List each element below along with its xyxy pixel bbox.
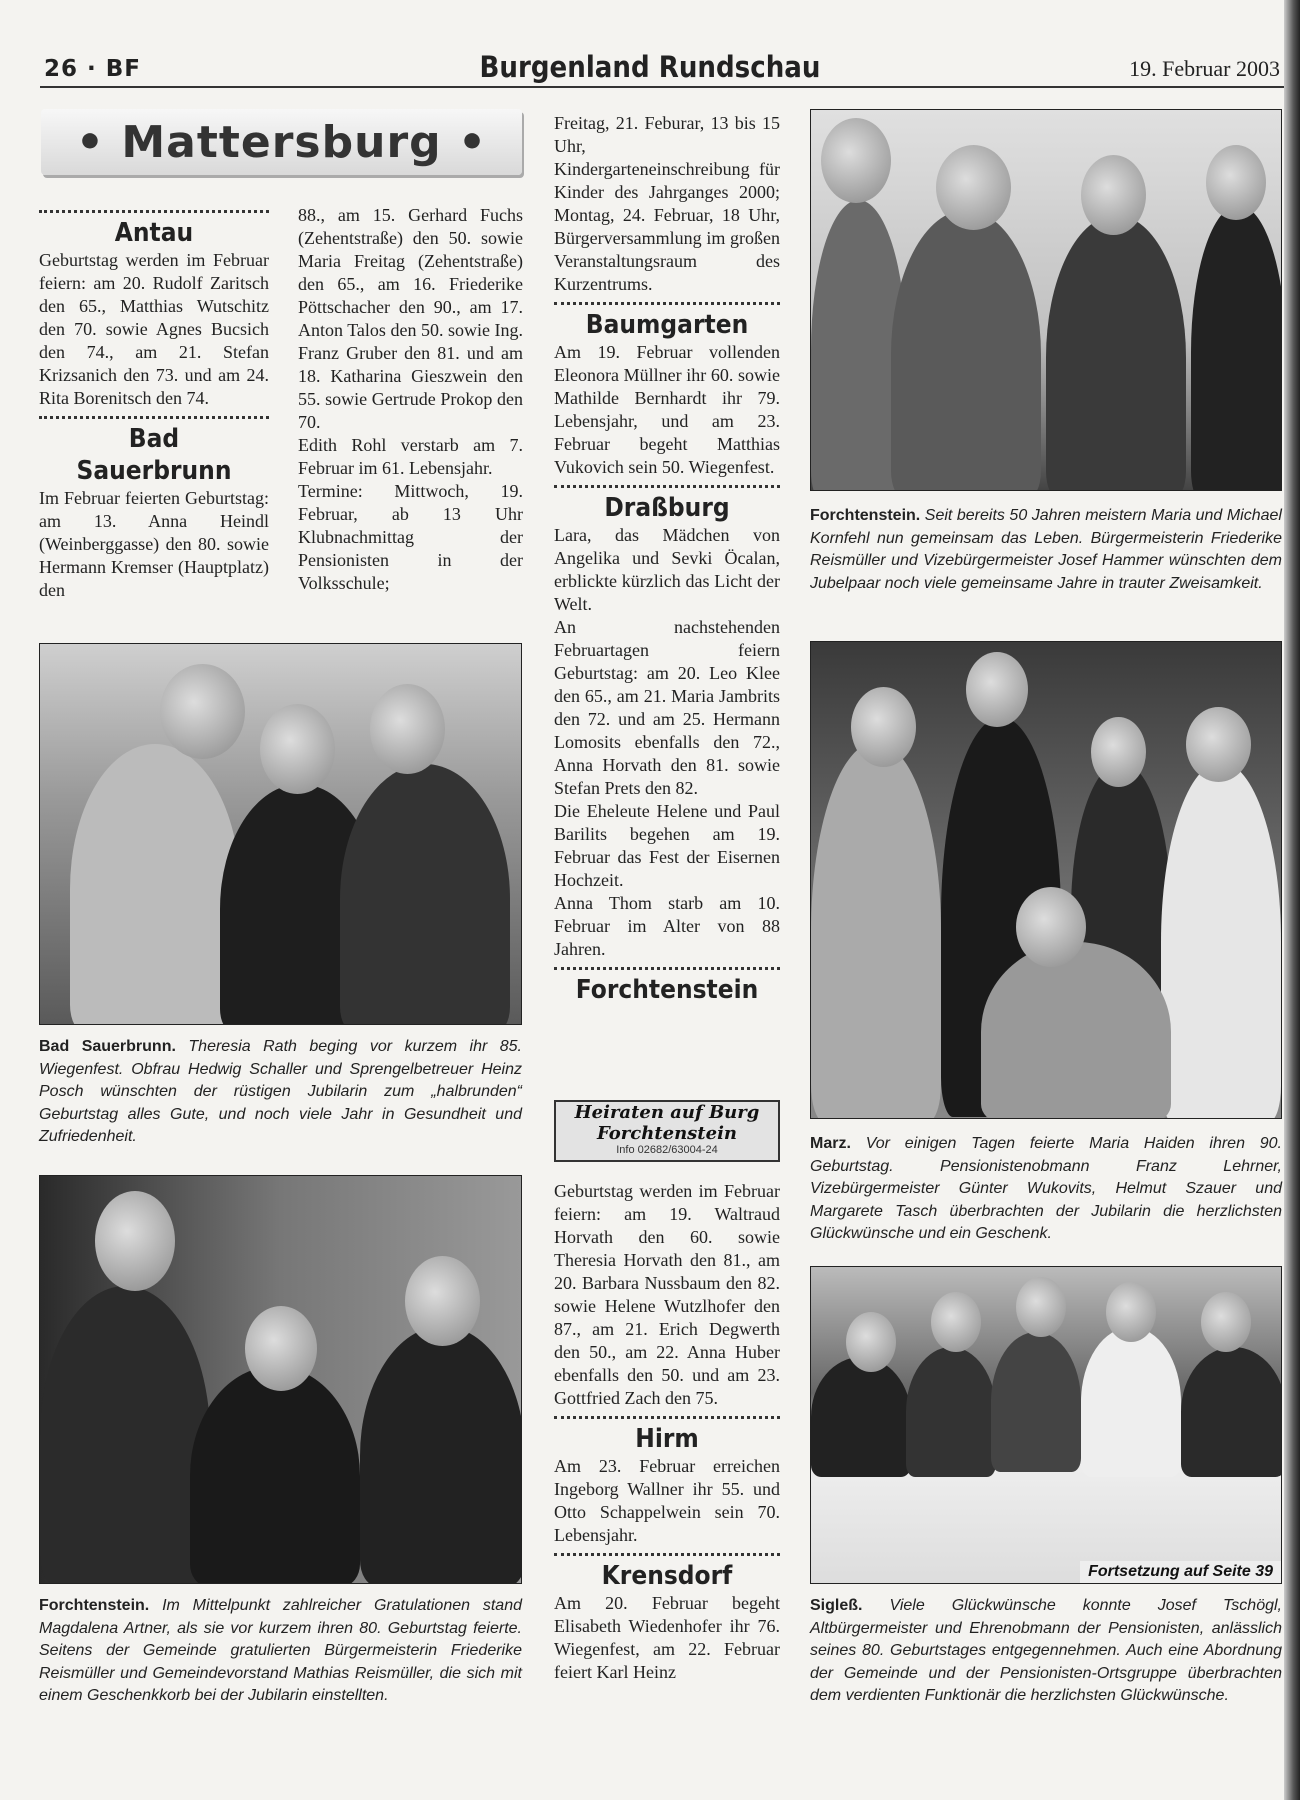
caption-text: Seit bereits 50 Jahren meistern Maria und Michael Kornfehl nun gemeinsam das Leben. Bürgermeisterin Friederike Reismüller und Vizebürgermeister Josef Hammer wünschten dem Jubelpaar noch viele gemeinsame Jahre in trauter Zweisamkeit.	[810, 507, 1282, 592]
divider	[554, 485, 780, 488]
photo-caption	[810, 505, 1282, 595]
article-forchtenstein: Geburtstag werden im Februar feiern: am 19. Waltraud Horvath den 60. sowie Theresia Horvath den 81., am 20. Barbara Nussbaum den 82. sowie Helene Wutzlhofer den 87., am 21. Erich Degwerth den 50., am 22. Anna Huber ebenfalls den 50. und am 23. Gottfried Zach den 75.	[554, 1181, 780, 1408]
photo-caption	[39, 1036, 522, 1149]
ad-line: Heiraten auf Burg	[574, 1102, 760, 1123]
page-binding-shadow	[1284, 0, 1300, 1800]
column-3	[554, 112, 780, 1006]
heading-drassburg: Draßburg	[604, 493, 730, 523]
header-rule	[40, 86, 1285, 88]
divider	[554, 1416, 780, 1419]
page-number: 26 · BF	[44, 56, 142, 82]
caption-text: Theresia Rath beging vor kurzem ihr 85. Wiegenfest. Obfrau Hedwig Schaller und Sprengelbetreuer Heinz Posch wünschten der rüstigen Jubilarin zum „halbrunden“ Geburtstag alles Gute, und noch viele Jahr in Gesundheit und Zufriedenheit.	[39, 1038, 523, 1146]
photo-caption	[39, 1595, 522, 1708]
photo-caption	[810, 1595, 1282, 1708]
caption-place: Bad Sauerbrunn.	[39, 1038, 176, 1055]
column-1	[39, 204, 269, 602]
photo-bad-sauerbrunn	[39, 643, 522, 1025]
article-text: 88., am 15. Gerhard Fuchs (Zehentstraße) den 50. sowie Maria Freitag (Zehentstraße) den 65., am 16. Friederike Pöttschacher den 90., am 17. Anton Talos den 50. sowie Ing. Franz Gruber den 81. und am 18. Katharina Gieszwein den 55. sowie Gertrude Prokop den 70.	[298, 205, 523, 432]
photo-forchtenstein-artner	[39, 1175, 522, 1584]
article-text: Die Eheleute Helene und Paul Barilits begehen am 19. Februar das Fest der Eisernen Hochzeit.	[554, 801, 780, 890]
heading-baumgarten: Baumgarten	[585, 310, 749, 340]
article-text: Freitag, 21. Feburar, 13 bis 15 Uhr, Kindergarteneinschreibung für Kinder des Jahrganges 2000; Montag, 24. Februar, 18 Uhr, Bürgerversammlung im großen Veranstaltungsraum des Kurzentrums.	[554, 113, 780, 294]
caption-text: Im Mittelpunkt zahlreicher Gratulationen stand Magdalena Artner, als sie vor kurzem ihren 80. Geburtstag feierte. Seitens der Gemeinde gratulierten Bürgermeisterin Friederike Reismüller und Gemeindevorstand Mathias Reismüller, die sich mit einem Geschenkkorb bei der Jubilarin einstellten.	[39, 1597, 522, 1705]
divider	[39, 210, 269, 213]
article-text: Edith Rohl verstarb am 7. Februar im 61. Lebensjahr.	[298, 435, 523, 478]
caption-place: Forchtenstein.	[810, 507, 921, 524]
heading-hirm: Hirm	[635, 1424, 699, 1454]
ad-info: Info 02682/63004-24	[616, 1144, 718, 1156]
photo-forchtenstein-kornfehl	[810, 109, 1282, 491]
heading-forchtenstein: Forchtenstein	[575, 975, 759, 1005]
ad-line: Forchtenstein	[596, 1123, 737, 1144]
article-text: Anna Thom starb am 10. Februar im Alter von 88 Jahren.	[554, 893, 780, 959]
photo-marz	[810, 641, 1282, 1119]
issue-date: 19. Februar 2003	[1129, 56, 1280, 81]
heading-bad-sauerbrunn: Bad Sauerbrunn	[76, 424, 232, 486]
caption-place: Forchtenstein.	[39, 1597, 150, 1614]
newspaper-title: Burgenland Rundschau	[479, 50, 821, 84]
photo-sigless	[810, 1266, 1282, 1584]
divider	[554, 1553, 780, 1556]
column-2	[298, 204, 523, 595]
divider	[554, 302, 780, 305]
article-text: An nachstehenden Februartagen feiern Geburtstag: am 20. Leo Klee den 65., am 21. Maria Jambrits den 72. und am 25. Hermann Lomosits ebenfalls den 72., Anna Horvath den 81. sowie Stefan Prets den 82.	[554, 617, 780, 798]
caption-place: Marz.	[810, 1135, 851, 1152]
divider	[39, 416, 269, 419]
photo-caption	[810, 1133, 1282, 1246]
article-text: Lara, das Mädchen von Angelika und Sevki Öcalan, erblickte kürzlich das Licht der Welt.	[554, 525, 780, 614]
article-hirm: Am 23. Februar erreichen Ingeborg Wallner ihr 55. und Otto Schappelwein sein 70. Lebensjahr.	[554, 1456, 780, 1545]
article-baumgarten: Am 19. Februar vollenden Eleonora Müllner ihr 60. sowie Mathilde Bernhardt ihr 79. Lebensjahr, und am 23. Februar begeht Matthias Vukovich sein 50. Wiegenfest.	[554, 342, 780, 477]
caption-place: Sigleß.	[810, 1597, 863, 1614]
continued-notice: Fortsetzung auf Seite 39	[1080, 1561, 1281, 1583]
article-text: Termine: Mittwoch, 19. Februar, ab 13 Uhr Klubnachmittag der Pensionisten in der Volksschule;	[298, 481, 523, 593]
advertisement	[554, 1100, 780, 1162]
caption-text: Vor einigen Tagen feierte Maria Haiden ihren 90. Geburtstag. Pensionistenobmann Franz Lehrner, Vizebürgermeister Günter Wukovits, Helmut Szauer und Margarete Tasch überbrachten der Jubilarin die herzlichsten Glückwünsche und ein Geschenk.	[810, 1135, 1283, 1243]
article-bad-sauerbrunn: Im Februar feierten Geburtstag: am 13. Anna Heindl (Weinberggasse) den 80. sowie Hermann Kremser (Hauptplatz) den	[39, 488, 269, 600]
article-krensdorf: Am 20. Februar begeht Elisabeth Wiedenhofer ihr 76. Wiegenfest, am 22. Februar feiert Karl Heinz	[554, 1593, 780, 1682]
divider	[554, 967, 780, 970]
caption-text: Viele Glückwünsche konnte Josef Tschögl, Altbürgermeister und Ehrenobmann der Pensionisten, anlässlich seines 80. Geburtstages entgegennehmen. Auch eine Abordnung der Gemeinde und der Pensionisten-Ortsgruppe überbrachten dem verdienten Funktionär die herzlichsten Glückwünsche.	[810, 1597, 1282, 1705]
section-banner: • Mattersburg •	[41, 109, 522, 175]
heading-krensdorf: Krensdorf	[601, 1561, 733, 1591]
article-antau: Geburtstag werden im Februar feiern: am 20. Rudolf Zaritsch den 65., Matthias Wutschitz den 70. sowie Agnes Bucsich den 74., am 21. Stefan Krizsanich den 73. und am 24. Rita Borenitsch den 74.	[39, 250, 269, 408]
heading-antau: Antau	[114, 218, 194, 248]
column-3-continued	[554, 1180, 780, 1684]
